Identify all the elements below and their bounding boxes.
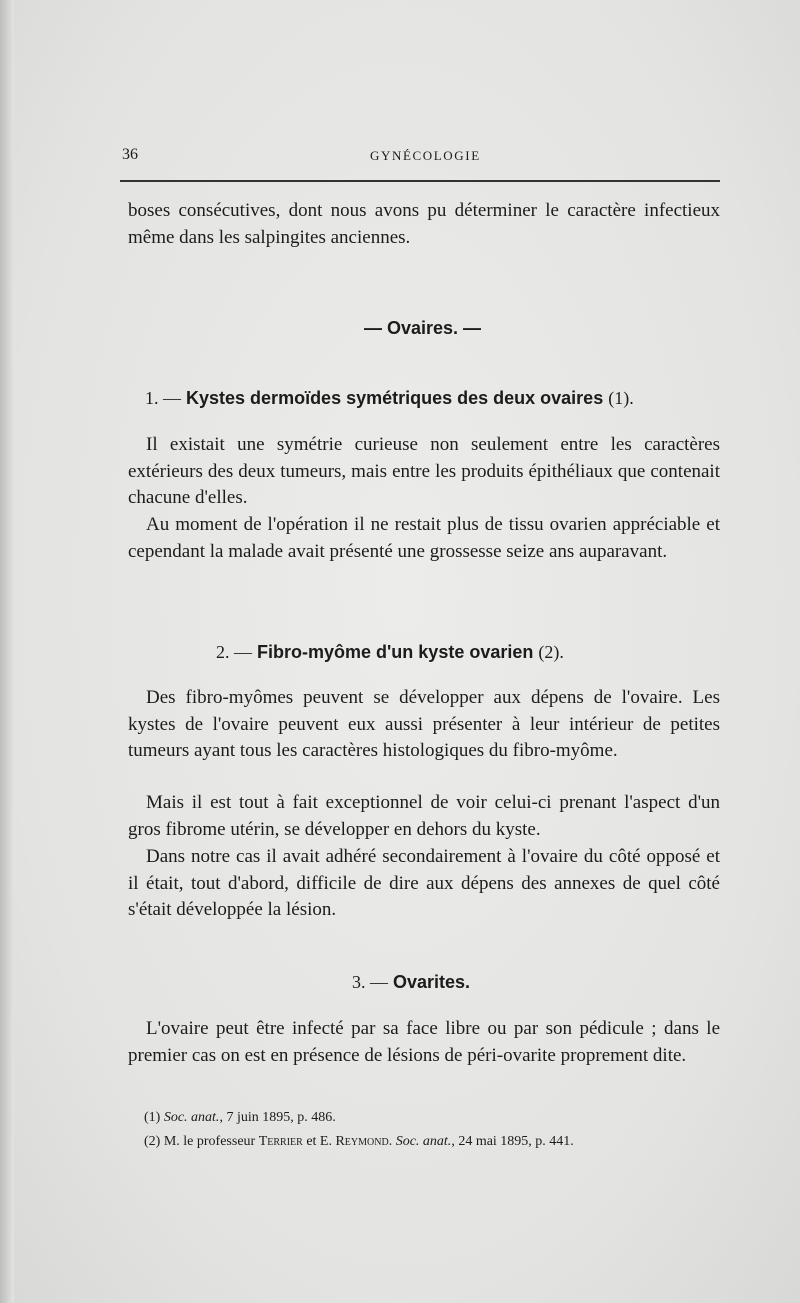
footnote-2-mark: (2) [144,1134,161,1149]
page-header [122,146,722,170]
item1-number: 1. — [145,388,181,408]
footnote-2-author1: Terrier [258,1134,303,1149]
page-number: 36 [122,146,138,163]
item2-ref: (2). [538,642,564,662]
item1-ref: (1). [608,388,634,408]
footnote-2-conj: et E. [306,1134,332,1149]
footnote-1-rest: , 7 juin 1895, p. 486. [219,1110,336,1125]
footnote-2-rest: , 24 mai 1895, p. 441. [451,1134,574,1149]
item1-title: Kystes dermoïdes symétriques des deux ovaires [186,388,604,408]
footnote-1-mark: (1) [144,1110,161,1125]
running-title: GYNÉCOLOGIE [370,148,481,163]
item1-heading [145,388,634,409]
item3-number: 3. — [352,972,388,992]
footnote-1 [144,1110,336,1126]
page-gutter-shadow [0,0,14,1303]
footnote-2-sep: . [388,1134,393,1149]
item1-paragraph-1: Il existait une symétrie curieuse non seulement entre les caractères extérieurs des deux tumeurs, mais entre les produits épithéliaux que contenait chacune d'elles. [128,434,720,508]
item2-paragraph-3: Dans notre cas il avait adhéré secondairement à l'ovaire du côté opposé et il était, tout d'abord, difficile de dire aux dépens des annexes de quel côté s'était développée la lésion. [128,846,720,920]
footnote-2-author2: Reymond [335,1134,389,1149]
footnote-2-journal: Soc. anat. [395,1134,452,1149]
intro-paragraph: boses consécutives, dont nous avons pu déterminer le caractère infectieux même dans les salpingites anciennes. [128,200,720,248]
item3-heading [352,972,470,993]
footnote-2-prefix: M. le professeur [163,1134,256,1149]
item3-title: Ovarites. [393,972,471,992]
item2-paragraph-1: Des fibro-myômes peuvent se développer aux dépens de l'ovaire. Les kystes de l'ovaire peuvent eux aussi présenter à leur intérieur de petites tumeurs ayant tous les caractères histologiques du fibro-myôme. [128,687,720,761]
item2-heading [216,642,564,663]
item3-paragraph-1: L'ovaire peut être infecté par sa face libre ou par son pédicule ; dans le premier cas on est en présence de lésions de péri-ovarite proprement dite. [128,1018,720,1066]
item1-paragraph-2: Au moment de l'opération il ne restait plus de tissu ovarien appréciable et cependant la malade avait présenté une grossesse seize ans auparavant. [128,514,720,562]
item2-number: 2. — [216,642,252,662]
item2-paragraph-2: Mais il est tout à fait exceptionnel de voir celui-ci prenant l'aspect d'un gros fibrome utérin, se développer en dehors du kyste. [128,792,720,840]
footnote-2 [144,1134,574,1150]
header-rule [120,180,720,182]
footnote-1-journal: Soc. anat. [163,1110,220,1125]
section-title: — Ovaires. — [364,318,482,338]
item2-title: Fibro-myôme d'un kyste ovarien [257,642,534,662]
